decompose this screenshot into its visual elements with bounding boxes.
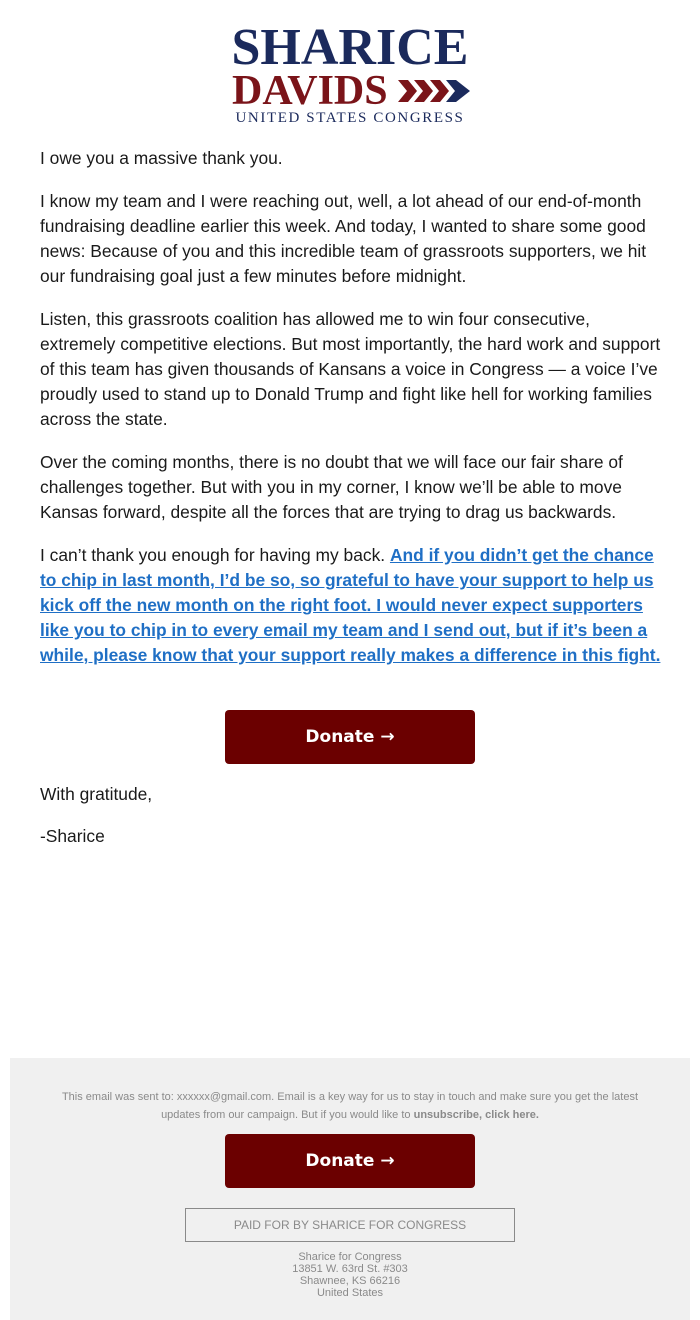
- signature-text: -Sharice: [40, 826, 105, 846]
- footer-note-text: This email was sent to: xxxxxx@gmail.com. Email is a key way for us to stay in touch and make sure you get the latest updates from our campaign. But if you would like to: [61, 1091, 639, 1121]
- address-line-4: United States: [316, 1287, 384, 1299]
- unsubscribe-link[interactable]: unsubscribe, click here.: [413, 1109, 539, 1121]
- paragraph-thanks: I owe you a massive thank you.: [40, 148, 283, 168]
- paragraph-challenges: Over the coming months, there is no doubt that we will face our fair share of challenges together. But with you in my corner, I know we’ll be able to move Kansas forward, despite all the forces that are trying to drag us backwards.: [40, 452, 623, 522]
- paragraph-ask: [40, 543, 664, 668]
- address-line-2: 13851 W. 63rd St. #303: [292, 1263, 408, 1275]
- email-footer: [10, 1058, 690, 1320]
- footer-note: [50, 1088, 650, 1124]
- donate-button[interactable]: Donate →: [225, 710, 475, 764]
- arrows-icon: [398, 78, 472, 104]
- paid-for-disclaimer: PAID FOR BY SHARICE FOR CONGRESS: [185, 1208, 515, 1242]
- paragraph-coalition: Listen, this grassroots coalition has allowed me to win four consecutive, extremely competitive elections. But most importantly, the hard work and support of this team has given thousands of Kansans a voice in Congress — a voice I’ve proudly used to stand up to Donald Trump and fight like hell for working families across the state.: [40, 309, 661, 429]
- mailing-address: [10, 1251, 690, 1299]
- paragraph-news: I know my team and I were reaching out, well, a lot ahead of our end-of-month fundraising deadline earlier this week. And today, I wanted to share some good news: Because of you and this incredible team of grassroots supporters, we hit our fundraising goal just a few minutes before midnight.: [40, 191, 647, 286]
- ask-text: I can’t thank you enough for having my back.: [40, 545, 390, 565]
- closing-text: With gratitude,: [40, 784, 153, 804]
- donate-link[interactable]: And if you didn’t get the chance to chip in last month, I’d be so, so grateful to have your support to help us kick off the new month on the right foot. I would never expect supporters like you to chip in to every email my team and I send out, but if it’s been a while, please know that your support really makes a difference in this fight.: [40, 545, 661, 665]
- footer-donate-button[interactable]: Donate →: [225, 1134, 475, 1188]
- logo-name-last: DAVIDS: [232, 68, 388, 114]
- address-line-3: Shawnee, KS 66216: [299, 1275, 401, 1287]
- address-line-1: Sharice for Congress: [298, 1251, 402, 1263]
- logo-name-first: SHARICE: [231, 19, 469, 76]
- campaign-logo: [0, 19, 700, 128]
- logo-tagline: UNITED STATES CONGRESS: [235, 110, 465, 126]
- email-body: [40, 146, 664, 686]
